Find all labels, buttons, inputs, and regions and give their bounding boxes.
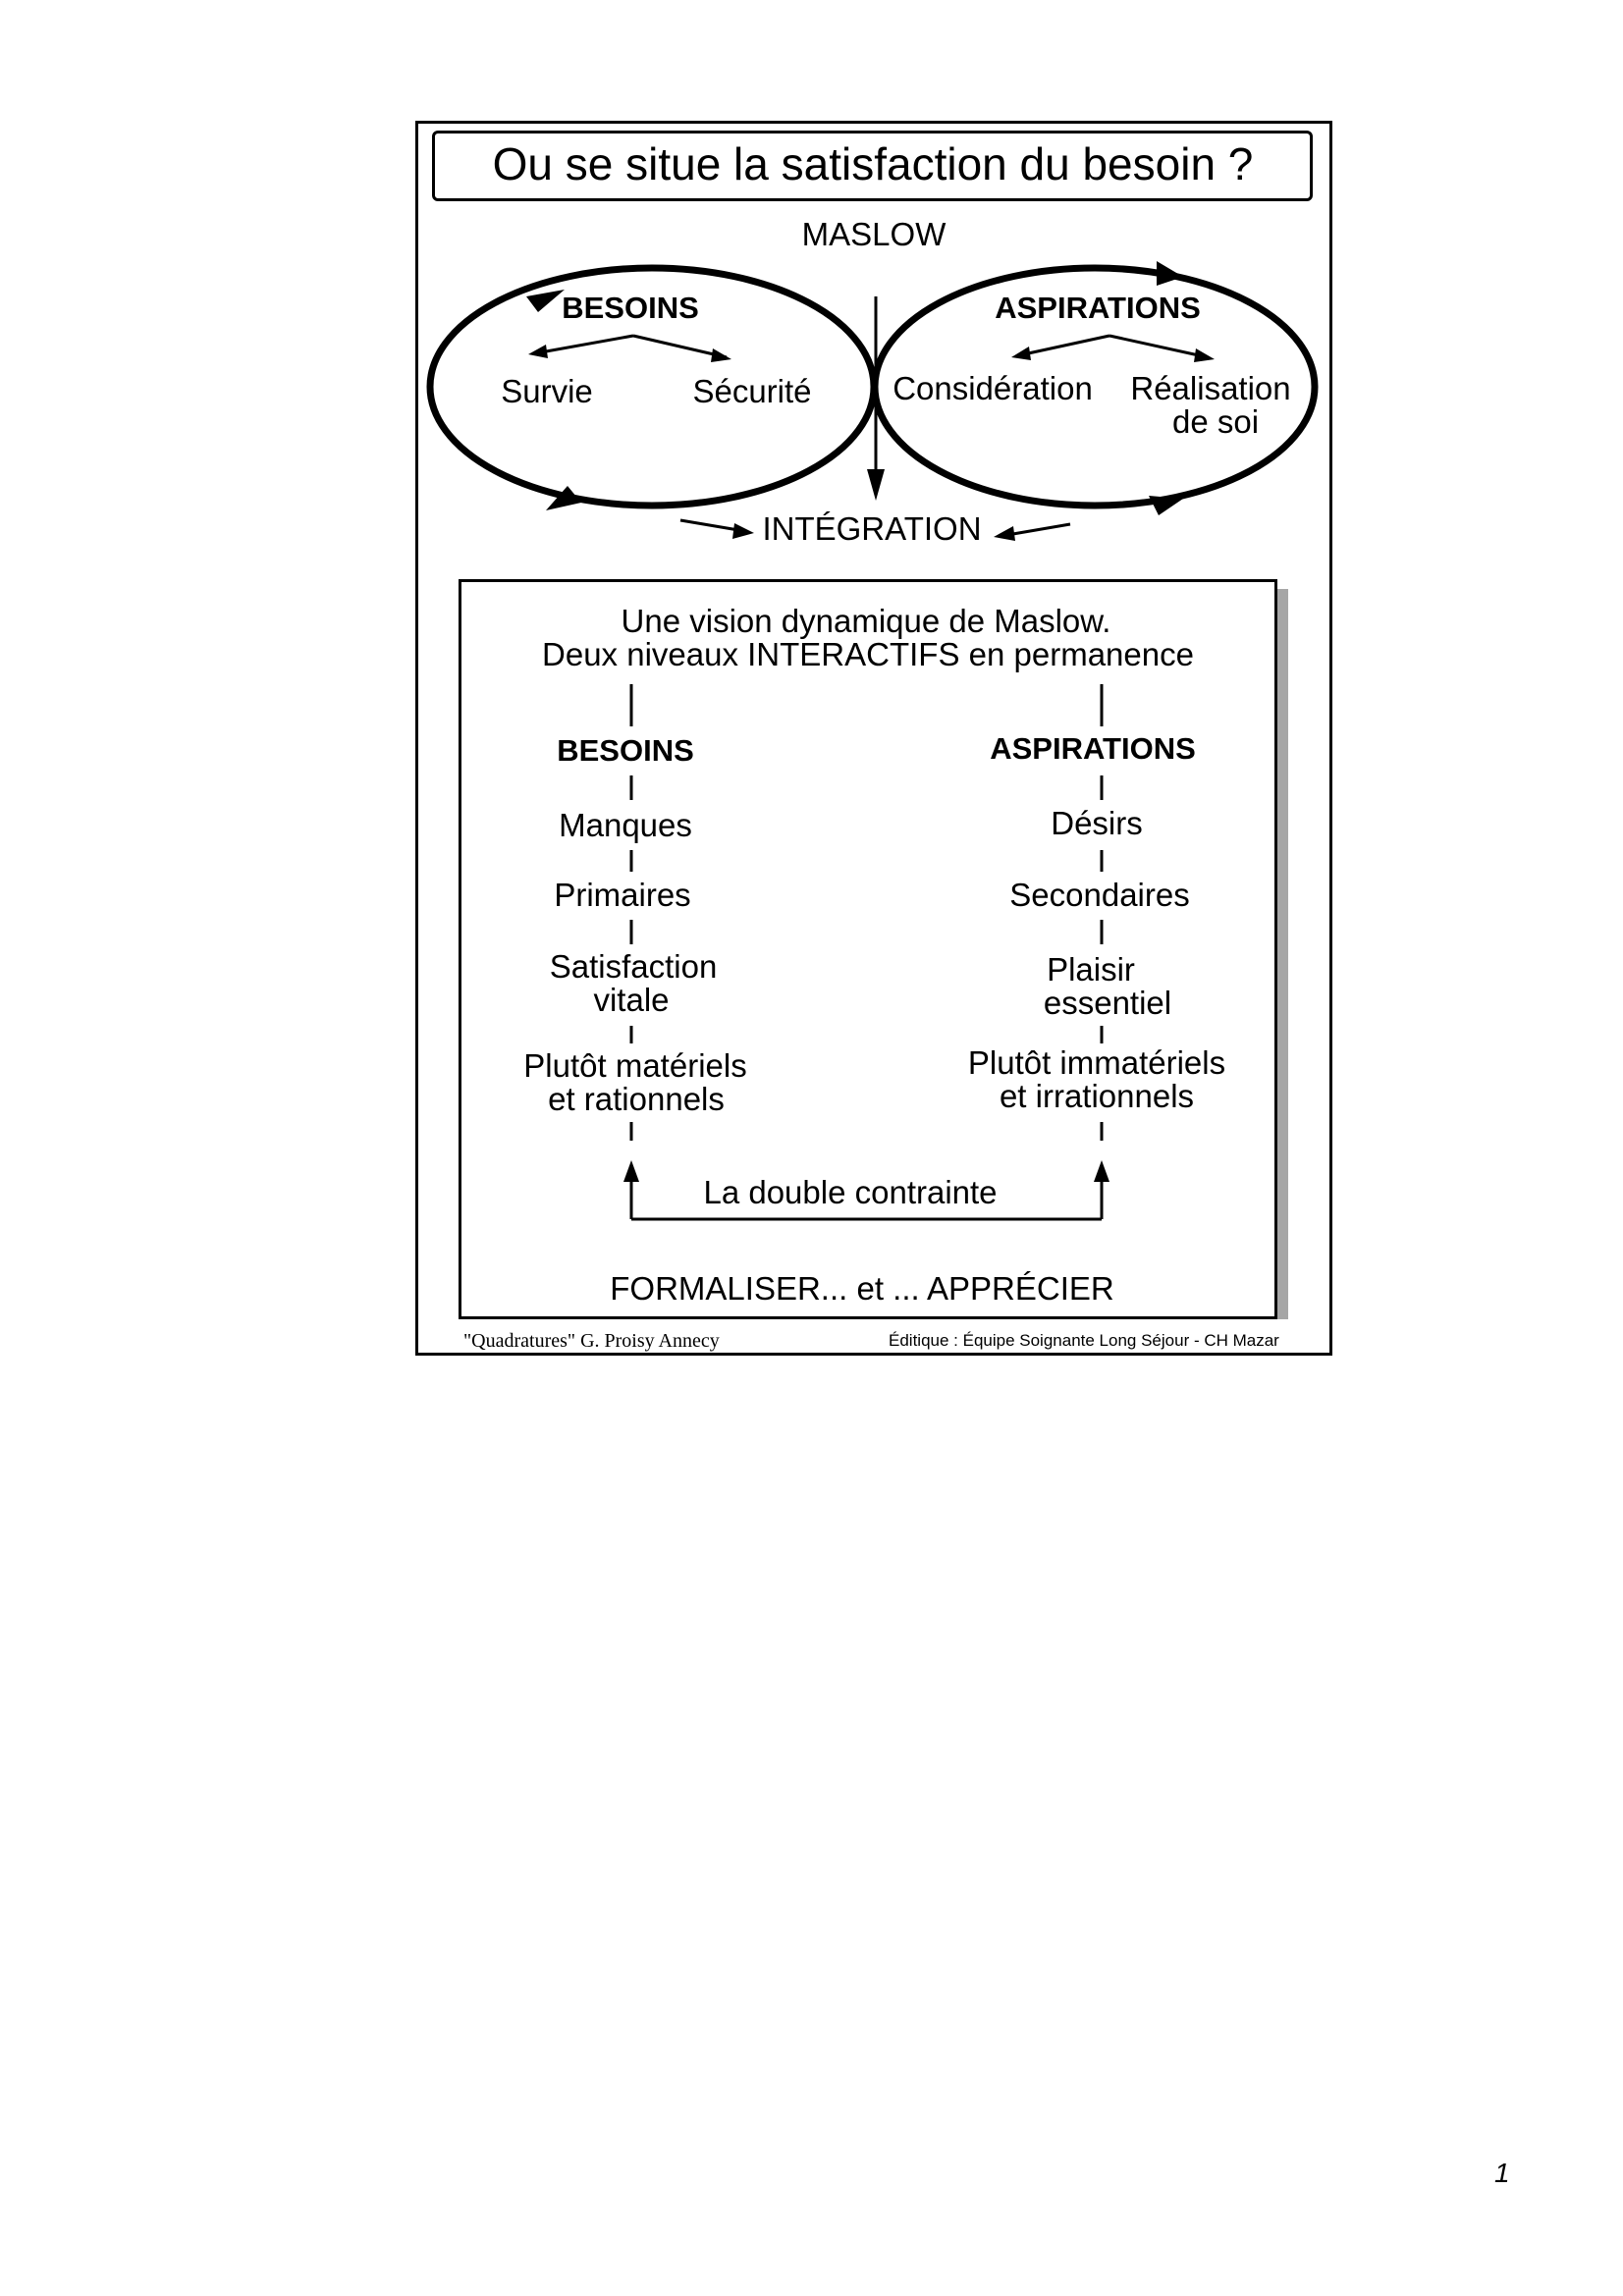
loop-aspirations-heading: ASPIRATIONS (995, 291, 1201, 325)
slide-title: Ou se situe la satisfaction du besoin ? (492, 138, 1254, 189)
loop-besoins-heading: BESOINS (562, 291, 699, 325)
loop-item-realisation-line2: de soi (1171, 403, 1260, 440)
loop-item-securite: Sécurité (692, 373, 812, 409)
besoins-item-manques: Manques (559, 807, 692, 843)
loop-item-realisation-line1: Réalisation (1130, 370, 1291, 406)
besoins-item-materiels: Plutôt matériels (523, 1047, 747, 1084)
double-constraint-label: La double contrainte (703, 1174, 998, 1210)
aspirations-item-desirs: Désirs (1051, 805, 1143, 841)
up-arrow-icon (623, 1160, 639, 1182)
formaliser-apprecier-label: FORMALISER... et ... APPRÉCIER (610, 1270, 1114, 1307)
loop-item-survie: Survie (501, 373, 593, 409)
up-arrow-icon (1094, 1160, 1109, 1182)
aspirations-item-secondaires: Secondaires (1009, 877, 1190, 913)
inner-intro-line2: Deux niveaux INTERACTIFS en permanence (542, 636, 1194, 672)
besoins-item-vitale: vitale (593, 982, 670, 1018)
besoins-heading: BESOINS (557, 733, 694, 768)
maslow-label: MASLOW (801, 216, 947, 252)
loop-item-consideration: Considération (893, 370, 1093, 406)
besoins-item-rationnels: et rationnels (548, 1081, 725, 1117)
inner-intro-line1: Une vision dynamique de Maslow. (621, 603, 1111, 639)
aspirations-item-plaisir: Plaisir (1047, 951, 1135, 988)
besoins-item-primaires: Primaires (554, 877, 691, 913)
integration-label: INTÉGRATION (756, 510, 987, 548)
footer-credits: Éditique : Équipe Soignante Long Séjour - CH Mazar (889, 1331, 1279, 1350)
footer-source: "Quadratures" G. Proisy Annecy (463, 1330, 720, 1352)
page-number: 1 (1494, 2158, 1510, 2188)
besoins-item-satisfaction: Satisfaction (549, 948, 718, 985)
aspirations-item-essentiel: essentiel (1043, 985, 1172, 1021)
aspirations-item-irrationnels: et irrationnels (999, 1078, 1195, 1114)
aspirations-item-immateriels: Plutôt immatériels (967, 1044, 1226, 1081)
aspirations-heading: ASPIRATIONS (990, 731, 1196, 766)
